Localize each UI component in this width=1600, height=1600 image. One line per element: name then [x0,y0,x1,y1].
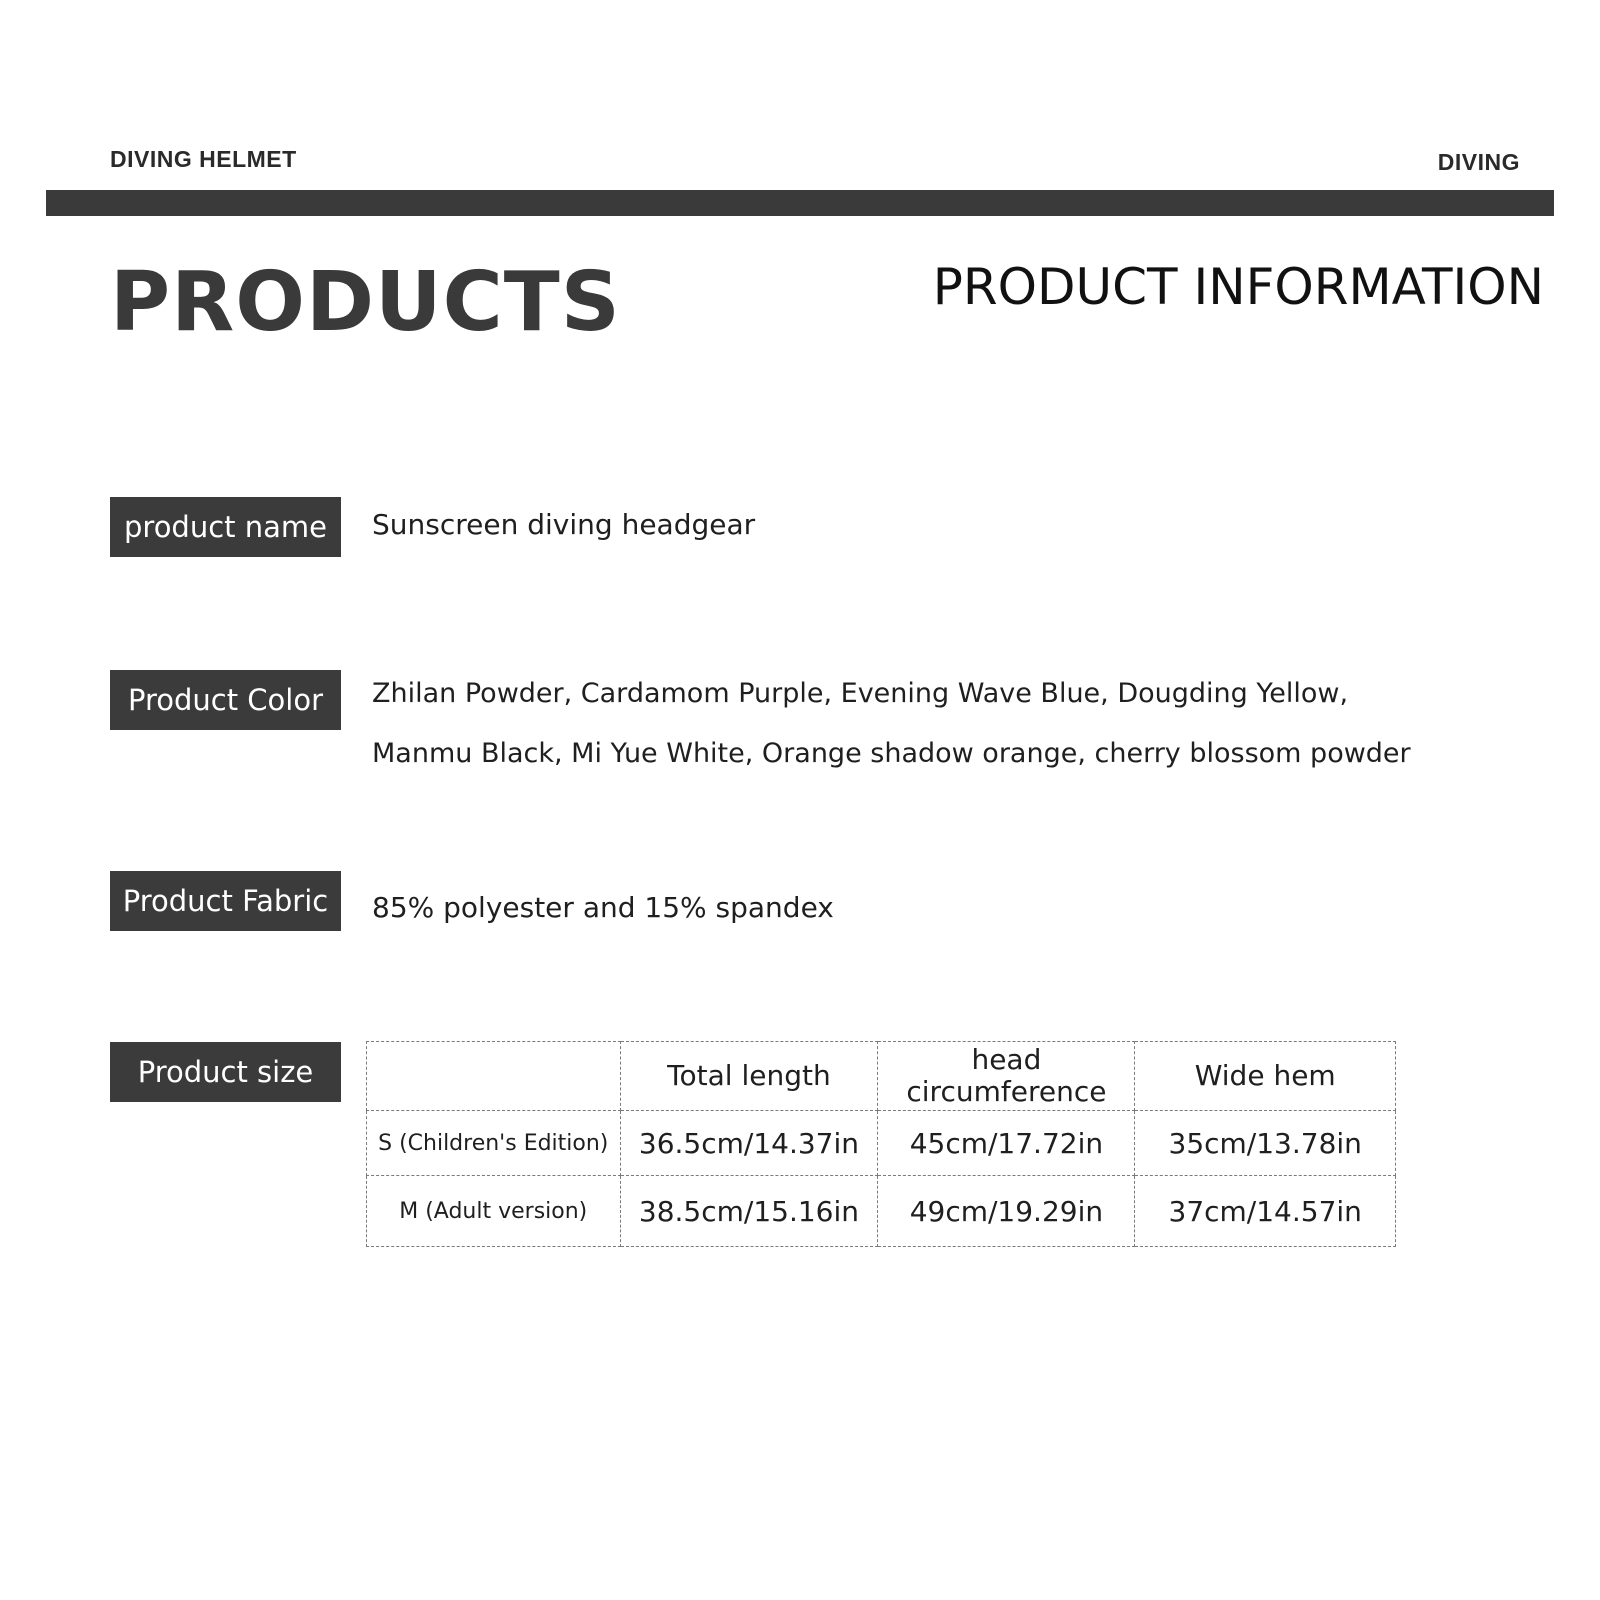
brand-left: DIVING HELMET [110,146,297,172]
brand-right: DIVING [1437,149,1520,175]
size-m-wide-hem: 37cm/14.57in [1135,1176,1396,1247]
size-table-header-blank [367,1042,621,1111]
product-name-label: product name [110,497,341,557]
header-divider-bar [46,190,1554,216]
size-m-total-length: 38.5cm/15.16in [620,1176,878,1247]
product-color-line-1: Zhilan Powder, Cardamom Purple, Evening Wave Blue, Dougding Yellow, [372,678,1349,709]
product-color-line-2: Manmu Black, Mi Yue White, Orange shadow orange, cherry blossom powder [372,738,1411,769]
size-table-header-head-circumference: head circumference [878,1042,1135,1111]
size-s-wide-hem: 35cm/13.78in [1135,1111,1396,1176]
size-table-header-wide-hem: Wide hem [1135,1042,1396,1111]
product-fabric-value: 85% polyester and 15% spandex [372,891,834,924]
products-title: PRODUCTS [110,255,621,350]
product-color-label: Product Color [110,670,341,730]
size-table-header-total-length: Total length [620,1042,878,1111]
size-table [366,1041,1396,1247]
size-m-label: M (Adult version) [367,1176,621,1247]
size-s-label: S (Children's Edition) [367,1111,621,1176]
product-size-label: Product size [110,1042,341,1102]
size-m-head-circumference: 49cm/19.29in [878,1176,1135,1247]
product-fabric-label: Product Fabric [110,871,341,931]
table-row [367,1111,1396,1176]
size-s-total-length: 36.5cm/14.37in [620,1111,878,1176]
size-s-head-circumference: 45cm/17.72in [878,1111,1135,1176]
table-row [367,1176,1396,1247]
product-information-title: PRODUCT INFORMATION [932,258,1544,316]
product-name-value: Sunscreen diving headgear [372,508,756,541]
